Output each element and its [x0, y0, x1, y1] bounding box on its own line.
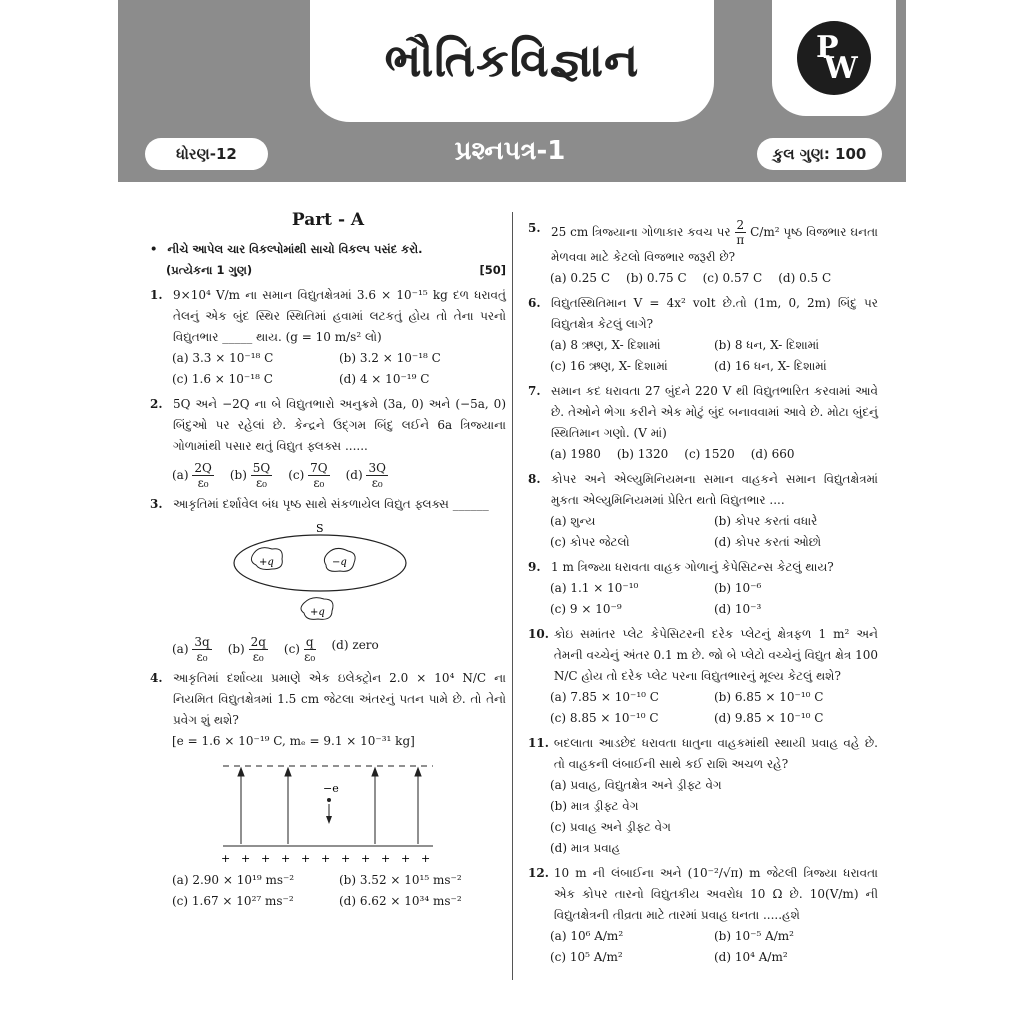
option[interactable]: (b) 10⁻⁶ [714, 581, 762, 595]
question-4-options [150, 870, 506, 912]
option[interactable]: (c) 16 ઋણ, X- દિશામાં [550, 359, 668, 373]
option[interactable]: (d) $\frac{3Q}{\text{ε₀}}$ [345, 461, 386, 490]
charge-label: −q [332, 557, 347, 568]
question-12: 12. 10 m ની લંબાઈના અને (10⁻²/√π) m જેટલી ત્રિજ્યા ધરાવતા એક કોપર તારનો વિદ્યુતકીય અવરોધ 10 Ω છે. 10(V/m) ની વિદ્યુતક્ષેત્રની તીવ્રતા માટે તારમાં પ્રવાહ ઘનતા .....હશે [528, 866, 878, 922]
charge-label: +q [310, 607, 325, 618]
question-2: 2. 5Q અને −2Q ના બે વિદ્યુતભારો અનુક્રમે (3a, 0) અને (−5a, 0) બિંદુઓ પર રહેલાં છે. કેન્દ્રને ઉદ્ગમ બિંદુ લઈને 6a ત્રિજ્યાના ગોળામાંથી પસાર થતું વિદ્યુત ફ્લક્સ ...... [150, 397, 506, 453]
svg-text:+: + [301, 852, 311, 865]
svg-text:+: + [261, 852, 271, 865]
question-8-options [528, 511, 878, 553]
option[interactable]: (a) 3.3 × 10⁻¹⁸ C [172, 351, 274, 365]
option[interactable]: (b) કોપર કરતાં વધારે [714, 514, 818, 528]
svg-text:+: + [401, 852, 411, 865]
option[interactable]: (b) $\frac{5Q}{\text{ε₀}}$ [229, 461, 271, 490]
svg-text:+: + [221, 852, 231, 865]
option[interactable]: (a) પ્રવાહ, વિદ્યુતક્ષેત્ર અને ડ્રીફ્ટ વેગ [550, 778, 722, 792]
option[interactable]: (b) $\frac{2q}{\text{ε₀}}$ [227, 635, 266, 664]
option[interactable]: (c) કોપર જેટલો [550, 535, 630, 549]
option[interactable]: (a) $\frac{3q}{\text{ε₀}}$ [172, 635, 210, 664]
question-2-options [150, 461, 506, 490]
option[interactable]: (b) 6.85 × 10⁻¹⁰ C [714, 690, 824, 704]
left-column [150, 206, 506, 912]
option[interactable]: (d) માત્ર પ્રવાહ [550, 841, 621, 855]
electron-dot [327, 798, 331, 802]
option[interactable]: (b) 1320 [616, 447, 669, 461]
question-7-options [528, 444, 878, 465]
question-5-options [528, 268, 878, 289]
question-9: 9. 1 m ત્રિજ્યા ધરાવતા વાહક ગોળાનું કેપેસિટન્સ કેટલું થાય? [528, 560, 834, 574]
option[interactable]: (d) 0.5 C [778, 271, 832, 285]
question-1: 1. 9×10⁴ V/m ના સમાન વિદ્યુતક્ષેત્રમાં 3.6 × 10⁻¹⁵ kg દળ ધરાવતું તેલનું એક બુંદ સ્થિર સ્થિતિમાં હવામાં લટકતું હોય તો તેના પરનો વિદ્યુતભાર _____ થાય. (g = 10 m/s² લો) [150, 288, 506, 344]
electric-field-figure [213, 756, 443, 866]
svg-text:+: + [281, 852, 291, 865]
option[interactable]: (c) 9 × 10⁻⁹ [550, 602, 622, 616]
option[interactable]: (a) 10⁶ A/m² [550, 929, 624, 943]
svg-text:+: + [321, 852, 331, 865]
option[interactable]: (a) $\frac{2Q}{\text{ε₀}}$ [172, 461, 212, 490]
question-3-options [150, 635, 506, 664]
question-11-options [528, 775, 878, 859]
option[interactable]: (d) 6.62 × 10³⁴ ms⁻² [339, 894, 462, 908]
marks-note: (પ્રત્યેકના 1 ગુણ) [50] [166, 263, 506, 277]
option[interactable]: (c) 8.85 × 10⁻¹⁰ C [550, 711, 659, 725]
option[interactable]: (b) 0.75 C [626, 271, 687, 285]
question-10-options [528, 687, 878, 729]
question-3: 3. આકૃતિમાં દર્શાવેલ બંધ પૃષ્ઠ સાથે સંકળાયેલ વિદ્યુત ફ્લક્સ ______ [150, 497, 489, 511]
option[interactable]: (d) 16 ધન, X- દિશામાં [714, 359, 827, 373]
title-box [310, 0, 714, 122]
svg-text:+: + [361, 852, 371, 865]
option[interactable]: (a) 1.1 × 10⁻¹⁰ [550, 581, 639, 595]
question-11: 11. બદલાતા આડછેદ ધરાવતા ધાતુના વાહકમાંથી સ્થાયી પ્રવાહ વહે છે. તો વાહકની લંબાઈની સાથે કઈ રાશિ અચળ રહે? [528, 736, 878, 771]
question-9-options [528, 578, 878, 620]
option[interactable]: (b) 8 ધન, X- દિશામાં [714, 338, 820, 352]
option[interactable]: (d) 10⁴ A/m² [714, 950, 788, 964]
option[interactable]: (d) 660 [750, 447, 795, 461]
option[interactable]: (b) 3.52 × 10¹⁵ ms⁻² [339, 873, 462, 887]
option[interactable]: (d) zero [331, 638, 379, 652]
option[interactable]: (a) 2.90 × 10¹⁹ ms⁻² [172, 873, 295, 887]
option[interactable]: (c) 1520 [684, 447, 735, 461]
grade-badge: ધોરણ-12 [145, 138, 268, 170]
option[interactable]: (a) 8 ઋણ, X- દિશામાં [550, 338, 661, 352]
question-12-options [528, 926, 878, 968]
closed-surface-figure [228, 519, 428, 631]
option[interactable]: (a) 0.25 C [550, 271, 611, 285]
option[interactable]: (b) 10⁻⁵ A/m² [714, 929, 794, 943]
total-marks-badge: કુલ ગુણ: 100 [757, 138, 882, 170]
option[interactable]: (d) 9.85 × 10⁻¹⁰ C [714, 711, 824, 725]
logo-box [772, 0, 896, 116]
bullet-icon: • [150, 242, 158, 256]
question-1-options [150, 348, 506, 390]
question-4: 4. આકૃતિમાં દર્શાવ્યા પ્રમાણે એક ઇલેક્ટ્રોન 2.0 × 10⁴ N/C ના નિયમિત વિદ્યુતક્ષેત્રમાં 1.5 cm જેટલા અંતરનું પતન પામે છે. તો તેનો પ્રવેગ શું થશે? [150, 671, 506, 727]
option[interactable]: (b) 3.2 × 10⁻¹⁸ C [339, 351, 441, 365]
option[interactable]: (c) 10⁵ A/m² [550, 950, 623, 964]
part-title: Part - A [291, 210, 365, 230]
surface-label: S [316, 522, 324, 535]
svg-text:+: + [341, 852, 351, 865]
question-5: 5. 25 cm ત્રિજ્યાના ગોળાકાર કવચ પર $\frac{2}{\pi}$ C/m² પૃષ્ઠ વિજભાર ઘનતા મેળવવા માટે કેટલો વિજભાર જરૂરી છે? [528, 218, 878, 264]
option[interactable]: (c) 1.6 × 10⁻¹⁸ C [172, 372, 273, 386]
pw-logo: P W [797, 21, 871, 95]
option[interactable]: (a) 7.85 × 10⁻¹⁰ C [550, 690, 659, 704]
paper-title: પ્રશ્નપત્ર-1 [454, 136, 566, 166]
option[interactable]: (a) 1980 [550, 447, 601, 461]
question-7: 7. સમાન કદ ધરાવતા 27 બુંદને 220 V થી વિદ્યુતભારિત કરવામાં આવે છે. તેઓને ભેગા કરીને એક મોટું બુંદ બનાવવામાં આવે છે. મોટા બુંદનું સ્થિતિમાન ગણો. (V માં) [528, 384, 878, 440]
option[interactable]: (a) શુન્ય [550, 514, 596, 528]
page-title: ભૌતિકવિજ્ઞાન [384, 33, 640, 87]
option[interactable]: (c) $\frac{7Q}{\text{ε₀}}$ [288, 461, 328, 490]
option[interactable]: (c) 0.57 C [702, 271, 763, 285]
question-8: 8. કોપર અને એલ્યુમિનિયમના સમાન વાહકને સમાન વિદ્યુતક્ષેત્રમાં મુકતા એલ્યુમિનિયમમાં પ્રેરિત થતો વિદ્યુતભાર .... [528, 472, 878, 507]
electron-label: −e [323, 782, 339, 795]
column-divider [512, 212, 513, 980]
question-4-given: [e = 1.6 × 10⁻¹⁹ C, mₑ = 9.1 × 10⁻³¹ kg] [172, 734, 415, 748]
option[interactable]: (d) 4 × 10⁻¹⁹ C [339, 372, 430, 386]
option[interactable]: (d) કોપર કરતાં ઓછો [714, 535, 822, 549]
instruction: • નીચે આપેલ ચાર વિકલ્પોમાંથી સાચો વિકલ્પ પસંદ કરો. [150, 239, 506, 260]
option[interactable]: (b) માત્ર ડ્રીફ્ટ વેગ [550, 799, 639, 813]
right-column [528, 206, 878, 968]
option[interactable]: (c) પ્રવાહ અને ડ્રીફ્ટ વેગ [550, 820, 671, 834]
question-6-options [528, 335, 878, 377]
question-6: 6. વિદ્યુતસ્થિતિમાન V = 4x² volt છે.તો (1m, 0, 2m) બિંદુ પર વિદ્યુતક્ષેત્ર કેટલું લાગે? [528, 296, 878, 331]
option[interactable]: (c) $\frac{q}{\text{ε₀}}$ [283, 635, 316, 664]
svg-text:+: + [421, 852, 431, 865]
option[interactable]: (d) 10⁻³ [714, 602, 762, 616]
electron-arrow-head [326, 816, 332, 824]
charge-label: +q [259, 557, 274, 568]
option[interactable]: (c) 1.67 × 10²⁷ ms⁻² [172, 894, 294, 908]
svg-text:+: + [381, 852, 391, 865]
plus-signs [221, 852, 430, 865]
question-10: 10. કોઇ સમાંતર પ્લેટ કેપેસિટરની દરેક પ્લેટનું ક્ષેત્રફળ 1 m² અને તેમની વચ્ચેનું અંતર 0.1 m છે. જો બે પ્લેટો વચ્ચેનું વિદ્યુત ક્ષેત્ર 100 N/C હોય તો દરેક પ્લેટ પરના વિદ્યુતભારનું મૂલ્ય કેટલું થશે? [528, 627, 878, 683]
svg-text:+: + [241, 852, 251, 865]
